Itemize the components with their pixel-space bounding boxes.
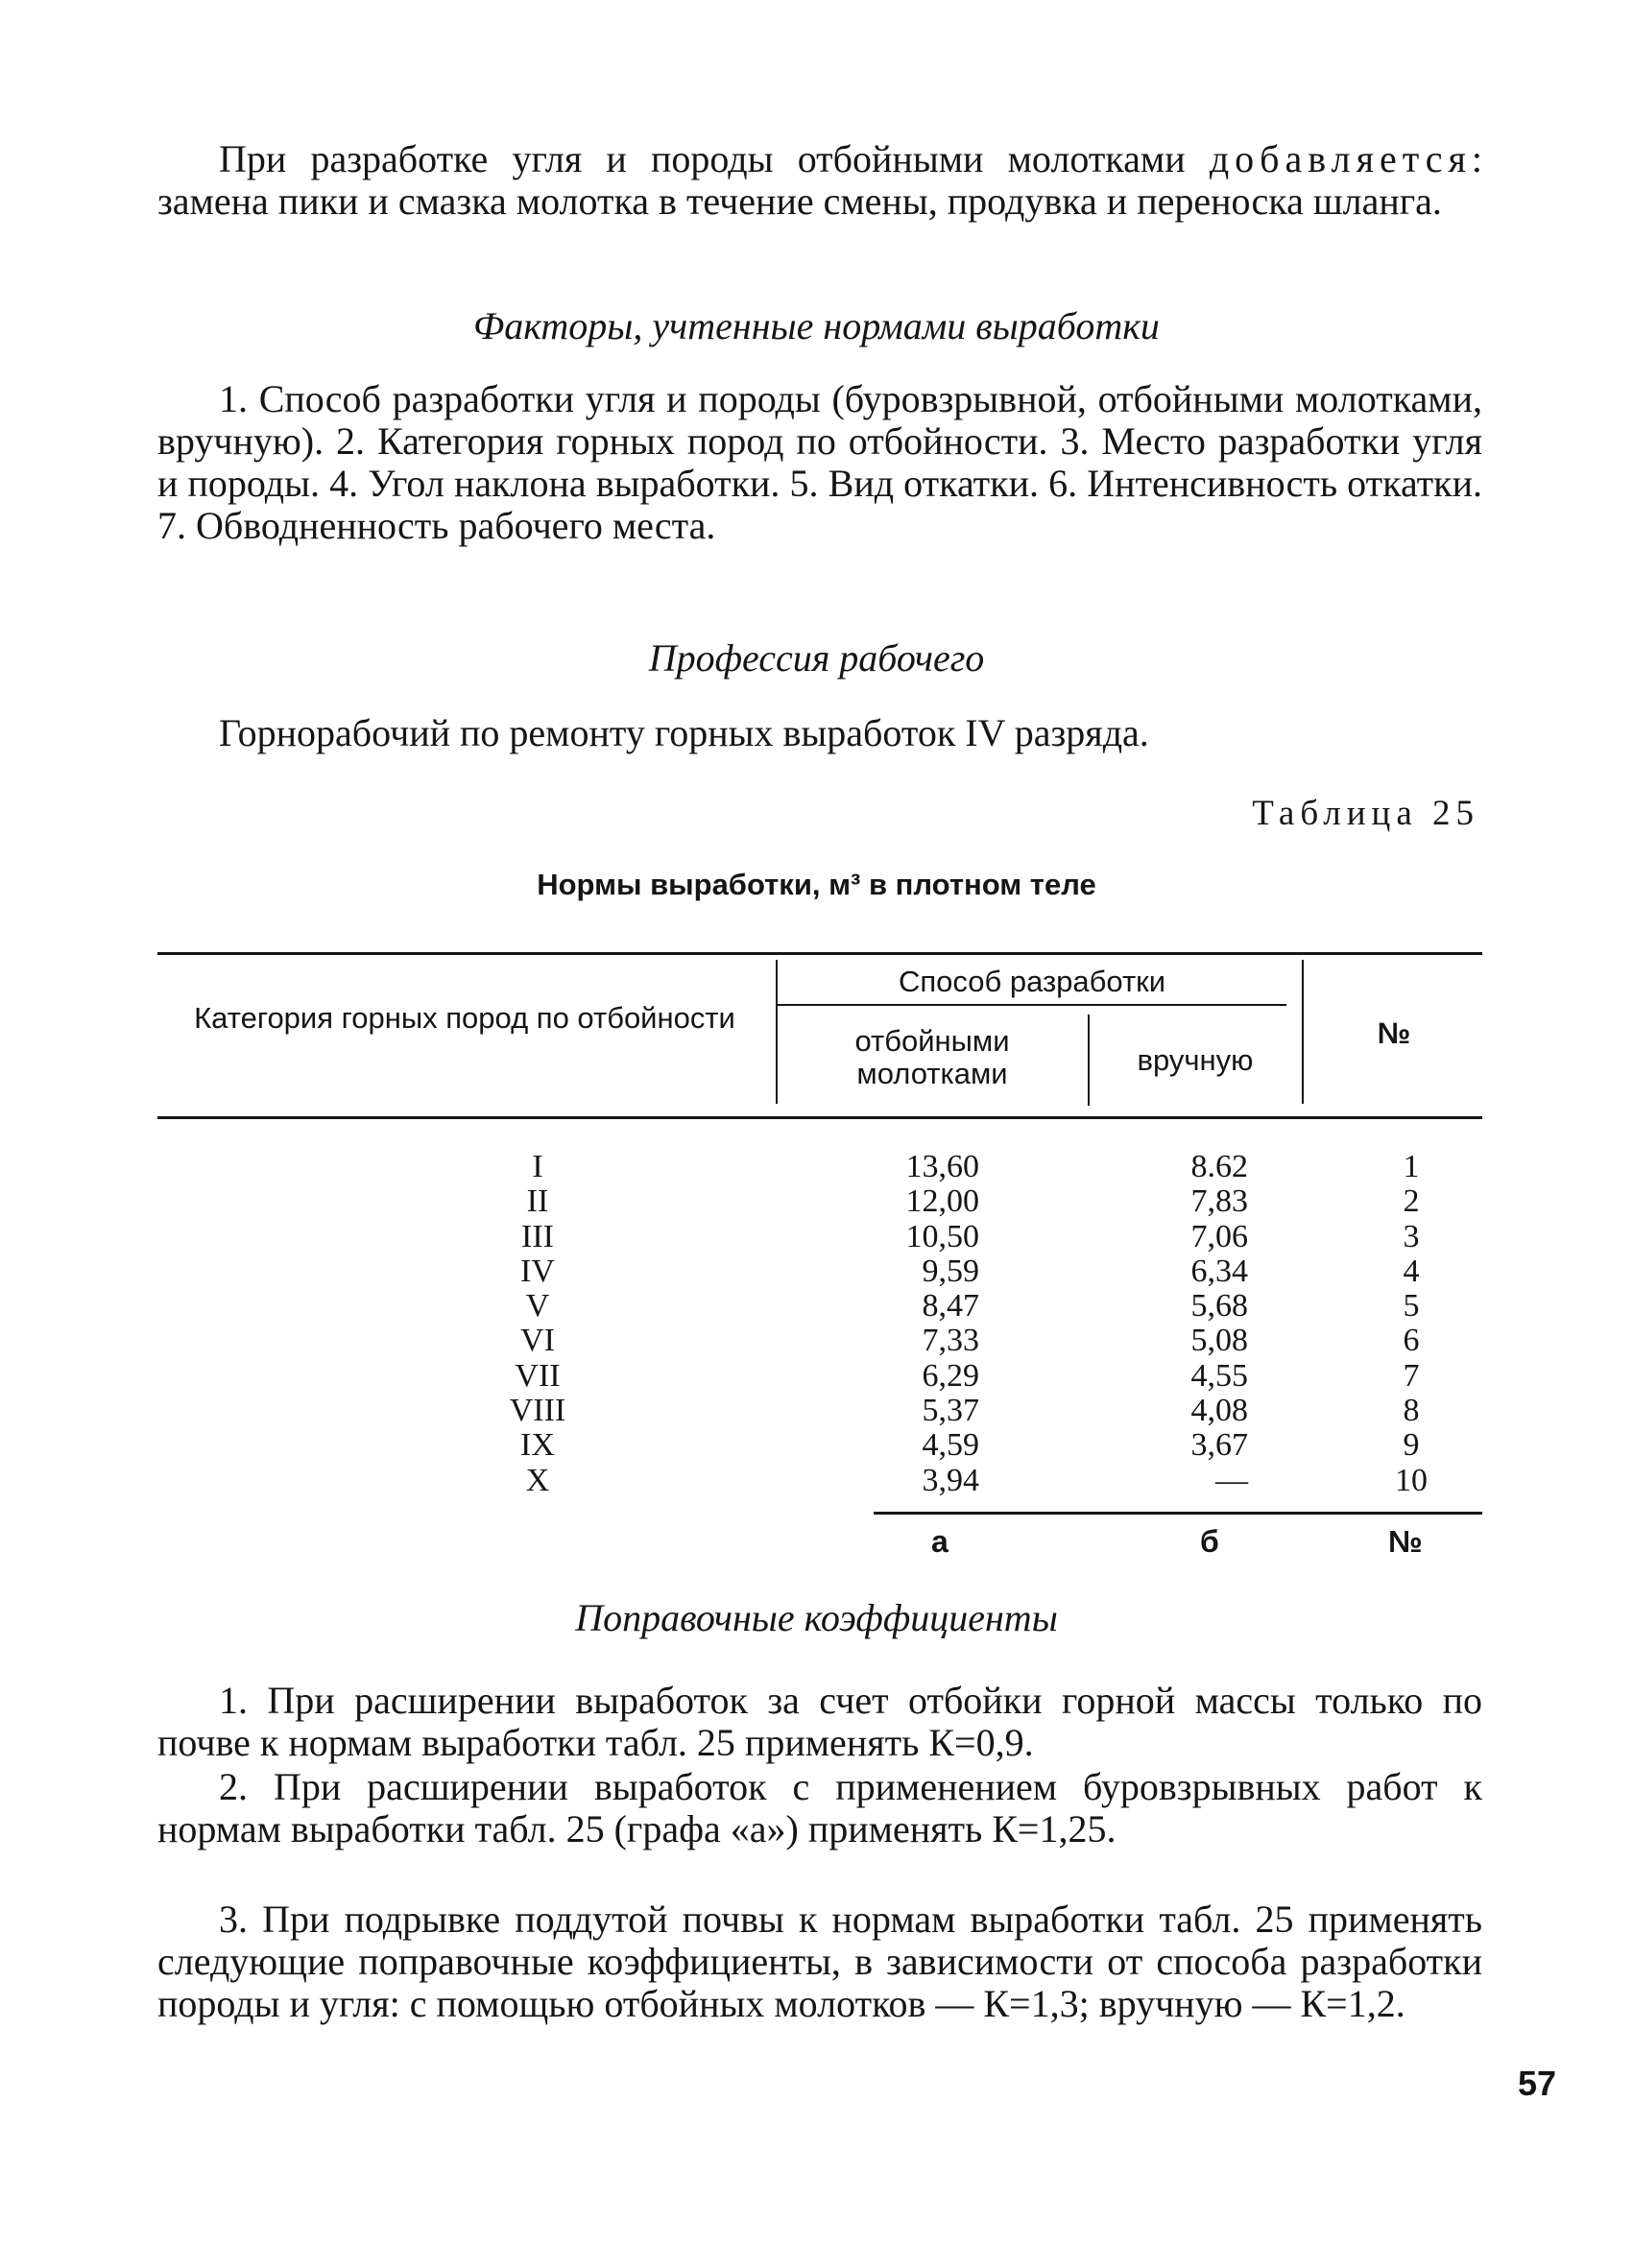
cell-manual: 8.62: [1190, 1149, 1248, 1184]
factors-paragraph: [157, 378, 1482, 547]
header-category: Категория горных пород по отбойности: [194, 1001, 735, 1035]
cell-manual: 7,83: [1190, 1183, 1248, 1220]
cell-number: 5: [1403, 1288, 1420, 1325]
cell-category: IV: [520, 1253, 555, 1289]
profession-heading: Профессия рабочего: [648, 636, 985, 680]
coefficient-text-1: 1. При расширении выработок за счет отбойки горной массы только по почве к нормам выработки табл. 25 применять К=0,9.: [157, 1679, 1482, 1764]
header-number: №: [1377, 1016, 1411, 1050]
cell-number: 8: [1403, 1393, 1420, 1429]
cell-hammers: 13,60: [905, 1149, 979, 1184]
cell-category: IX: [520, 1427, 555, 1464]
intro-spaced-word: добавляется: [1209, 137, 1472, 180]
factors-text: 1. Способ разработки угля и породы (буровзрывной, отбойными молотками, вручную). 2. Категория горных пород по отбойности. 3. Место разработки угля и породы. 4. Угол наклона выработки. 5. Вид откатки. 6. Интенсивность откатки. 7. Обводненность рабочего места.: [157, 377, 1482, 547]
cell-category: VI: [520, 1323, 555, 1359]
header-method: Способ разработки: [898, 965, 1166, 998]
cell-hammers: 6,29: [922, 1357, 979, 1394]
cell-hammers: 4,59: [922, 1427, 979, 1464]
cell-manual: 6,34: [1190, 1253, 1248, 1289]
column-hammers: [845, 1150, 979, 1498]
cell-category: II: [526, 1183, 549, 1220]
footer-b: б: [1200, 1524, 1219, 1559]
cell-manual: 5,68: [1190, 1288, 1248, 1325]
cell-number: 3: [1403, 1218, 1420, 1254]
cell-number: 10: [1395, 1462, 1428, 1498]
cell-category: X: [525, 1462, 550, 1498]
intro-paragraph: [157, 138, 1482, 223]
table-header-rule: [157, 1116, 1482, 1119]
column-numbers: [1363, 1150, 1459, 1498]
coefficient-item-2: [157, 1766, 1482, 1850]
footer-number: №: [1388, 1524, 1423, 1559]
table-vline-2: [1088, 1015, 1090, 1106]
cell-hammers: 10,50: [905, 1218, 979, 1254]
column-manual: [1114, 1150, 1248, 1498]
cell-number: 4: [1403, 1253, 1420, 1289]
cell-number: 9: [1403, 1427, 1420, 1464]
cell-hammers: 8,47: [922, 1288, 979, 1325]
header-hammers: отбойными молотками: [854, 1024, 1010, 1090]
intro-text-2: : замена пики и смазка молотка в течение смены, продувка и переноска шланга.: [157, 137, 1482, 223]
cell-category: VIII: [509, 1393, 566, 1429]
cell-category: VII: [515, 1357, 561, 1394]
cell-manual: —: [1215, 1462, 1248, 1498]
profession-paragraph: [157, 712, 1482, 754]
table-method-rule: [778, 1004, 1286, 1006]
header-manual: вручную: [1137, 1043, 1254, 1077]
cell-manual: 3,67: [1190, 1427, 1248, 1464]
coefficient-text-2: 2. При расширении выработок с применением буровзрывных работ к нормам выработки табл. 25 (графа «а») применять К=1,25.: [157, 1765, 1482, 1850]
coefficients-heading: Поправочные коэффициенты: [575, 1596, 1058, 1639]
cell-hammers: 12,00: [905, 1183, 979, 1220]
cell-category: III: [521, 1218, 554, 1254]
coefficient-text-3: 3. При подрывке поддутой почвы к нормам выработки табл. 25 применять следующие поправочные коэффициенты, в зависимости от способа разработки породы и угля: с помощью отбойных молотков — К=1,3; вручную — К=1,2.: [157, 1898, 1482, 2025]
cell-category: I: [532, 1149, 543, 1184]
column-categories: [442, 1150, 634, 1498]
cell-manual: 5,08: [1190, 1323, 1248, 1359]
cell-number: 7: [1403, 1357, 1420, 1394]
footer-a: а: [931, 1524, 949, 1559]
cell-manual: 4,55: [1190, 1357, 1248, 1394]
coefficient-item-1: [157, 1680, 1482, 1764]
cell-number: 1: [1403, 1149, 1420, 1184]
table-bottom-rule: [874, 1512, 1482, 1515]
coefficient-item-3: [157, 1898, 1482, 2025]
cell-hammers: 3,94: [922, 1462, 979, 1498]
cell-hammers: 9,59: [922, 1253, 979, 1289]
table-label: Таблица 25: [1252, 794, 1479, 833]
cell-manual: 7,06: [1190, 1218, 1248, 1254]
cell-hammers: 5,37: [922, 1393, 979, 1429]
cell-category: V: [525, 1288, 550, 1325]
cell-number: 6: [1403, 1323, 1420, 1359]
table-caption: Нормы выработки, м³ в плотном теле: [537, 868, 1096, 901]
cell-number: 2: [1403, 1183, 1420, 1220]
profession-text: Горнорабочий по ремонту горных выработок IV разряда.: [219, 711, 1149, 754]
cell-hammers: 7,33: [922, 1323, 979, 1359]
table-top-rule: [157, 952, 1482, 955]
factors-heading: Факторы, учтенные нормами выработки: [473, 304, 1160, 347]
page-number: 57: [1517, 2064, 1556, 2103]
intro-text-1: При разработке угля и породы отбойными молотками: [219, 137, 1210, 180]
table-vline-3: [1302, 960, 1304, 1104]
cell-manual: 4,08: [1190, 1393, 1248, 1429]
